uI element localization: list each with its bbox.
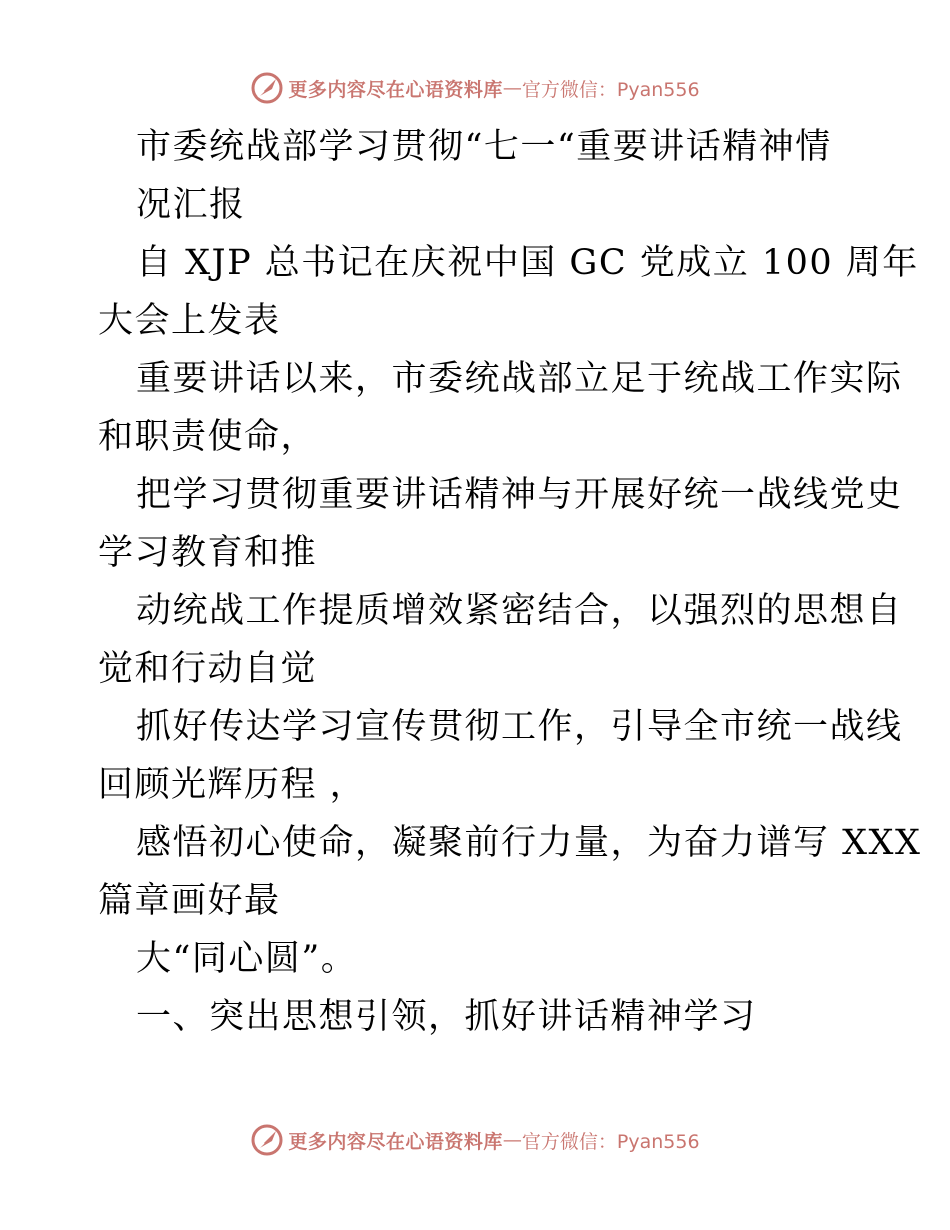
feather-logo-icon bbox=[250, 1123, 284, 1157]
banner-text: 更多内容尽在心语资料库 bbox=[288, 1130, 503, 1153]
paragraph-line: 回顾光辉历程 ， bbox=[98, 765, 367, 805]
footer-watermark bbox=[0, 1120, 950, 1160]
paragraph-line: 抓好传达学习宣传贯彻工作，引导全市统一战线 bbox=[136, 707, 903, 747]
banner-separator: — bbox=[502, 1129, 522, 1151]
feather-logo-icon bbox=[250, 71, 284, 105]
banner-separator: — bbox=[502, 77, 522, 99]
paragraph-line: 篇章画好最 bbox=[98, 881, 281, 921]
paragraph-line: 大“同心圆”。 bbox=[136, 939, 358, 979]
paragraph-line: 重要讲话以来，市委统战部立足于统战工作实际 bbox=[136, 359, 903, 399]
document-body bbox=[98, 118, 922, 1046]
paragraph-line: 自 XJP 总书记在庆祝中国 GC 党成立 100 周年 bbox=[136, 243, 919, 283]
paragraph-line: 把学习贯彻重要讲话精神与开展好统一战线党史 bbox=[136, 475, 903, 515]
banner-contact: 官方微信：Pyan556 bbox=[521, 78, 700, 101]
banner-text: 更多内容尽在心语资料库 bbox=[288, 78, 503, 101]
document-title-line-1: 市委统战部学习贯彻“七一“重要讲话精神情 bbox=[136, 127, 832, 167]
paragraph-line: 动统战工作提质增效紧密结合，以强烈的思想自 bbox=[136, 591, 903, 631]
paragraph-line: 学习教育和推 bbox=[98, 533, 318, 573]
paragraph-line: 和职责使命， bbox=[98, 417, 318, 457]
paragraph-line: 觉和行动自觉 bbox=[98, 649, 318, 689]
paragraph-line: 感悟初心使命，凝聚前行力量，为奋力谱写 XXX bbox=[136, 823, 922, 863]
header-watermark bbox=[0, 68, 950, 108]
document-title-line-2: 况汇报 bbox=[136, 185, 246, 225]
paragraph-line: 大会上发表 bbox=[98, 301, 281, 341]
section-heading: 一、突出思想引领，抓好讲话精神学习 bbox=[136, 997, 757, 1037]
banner-contact: 官方微信：Pyan556 bbox=[521, 1130, 700, 1153]
